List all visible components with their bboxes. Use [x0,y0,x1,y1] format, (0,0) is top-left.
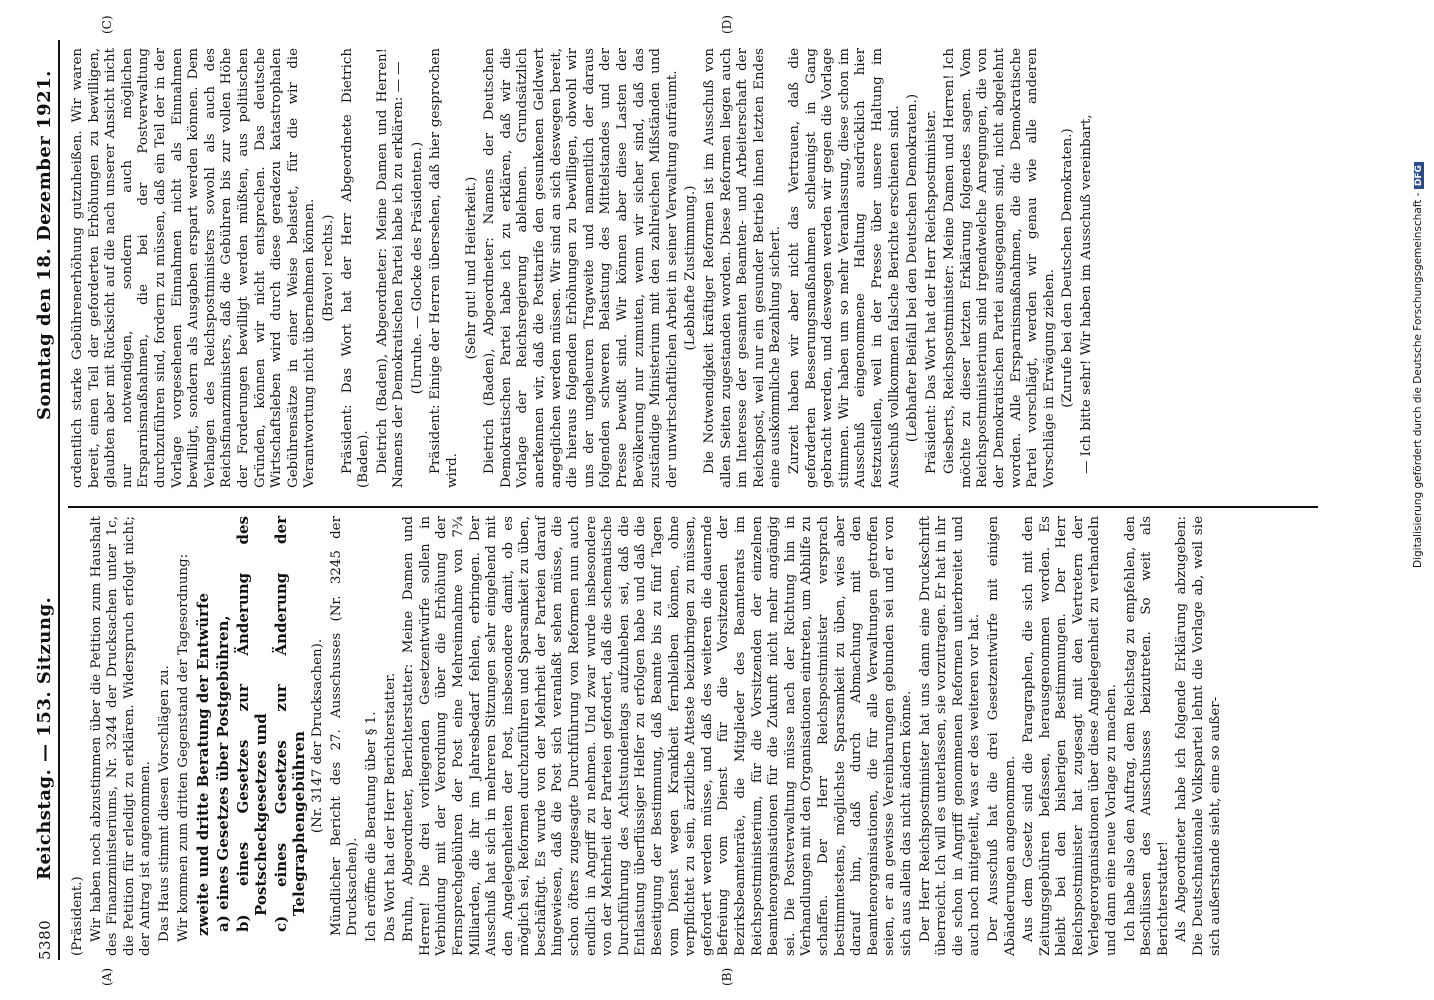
agenda-report: Mündlicher Bericht des 27. Ausschusses (Nr. 3245 der Drucksachen). [328,516,361,936]
speaker-label: (Präsident.) [70,876,85,956]
header-rule [58,40,60,960]
session-title: Reichstag. — 153. Sitzung. [34,596,55,880]
speech-paragraph: Als Abgeordneter habe ich folgende Erklärung abzugeben: Die Deutschnationale Volkspartei lehnt die Vorlage ab, weil sie sich außerstande sieht, eine so außer- [1174,516,1223,956]
session-date: Sonntag den 18. Dezember 1921. [34,70,55,420]
interjection: (Zurufe bei den Deutschen Demokraten.) [1060,128,1076,408]
speech-paragraph: Die Notwendigkeit kräftiger Reformen ist im Ausschuß von allen Seiten zugestanden worden. Diese Reformen liegen auch im Interesse der gesamten Beamten- und Arbeiterschaft der Reichspost, weil nur ein gesunder Betrieb ihnen letzten Endes eine auskömmliche Bezahlung sichert. [701,48,784,488]
agenda-item-a: a) eines Gesetzes über Postgebühren, [214,615,233,932]
interjection: (Bravo! rechts.) [320,214,336,322]
speech-paragraph: Der Herr Reichspostminister hat uns dann eine Druckschrift überreicht. Ich will es unterlassen, sie vorzutragen. Er hat in ihr die schon in Angriff genommenen Reformen unterbreitet und auch noch mitgeteilt, was er des weiteren vor hat. [917,516,983,956]
speech-paragraph: Dietrich (Baden), Abgeordneter: Namens der Deutschen Demokratischen Partei habe ich zu erklären, daß wir die Vorlage der Reichsregierung ablehnen. Grundsätzlich anerkennen wir, daß die Posttarife den gesunkenen Geldwert angeglichen werden müssen. Wir sind an sich deswegen bereit, die hieraus folgenden Erhöhungen zu bewilligen, obwohl wir uns der ungeheuren Tragweite und namentlich der daraus folgenden schweren Belastung des Mittelstandes und der Presse bewußt sind. Wir können aber diese Lasten der Bevölkerung nur zumuten, wenn wir sicher sind, daß das zuständige Ministerium mit den zahlreichen Mißständen und der unwirtschaftlichen Arbeit in seiner Verwaltung aufräumt. [482,48,680,488]
speech-paragraph: Präsident: Das Wort hat der Herr Reichspostminister. [923,109,939,474]
credit-text: Digitalisierung gefördert durch die Deutsche Forschungsgemeinschaft - [1412,192,1424,568]
interjection: (Unruhe. — Glocke des Präsidenten.) [409,141,425,395]
speech-paragraph: — Ich bitte sehr! Wir haben im Ausschuß vereinbart, [1079,114,1095,474]
agenda-heading: zweite und dritte Beratung der Entwürfe [194,592,213,936]
speech-paragraph: Dietrich (Baden), Abgeordneter: Meine Damen und Herren! Namens der Demokratischen Partei habe ich zu erklären: — — [374,48,407,488]
interjection: (Sehr gut! und Heiterkeit.) [463,176,479,360]
paragraph: Ich eröffne die Beratung über § 1. [363,711,379,942]
speech-paragraph: ordentlich starke Gebührenerhöhung gutzuheißen. Wir waren bereit, einen Teil der geforderten Erhöhungen zu bewilligen, glaubten aber mit Rücksicht auf die nach unserer Ansicht nicht nur notwendigen, sondern auch möglichen Ersparnismaßnahmen, die bei der Postverwaltung durchzuführen sind, fordern zu müssen, daß ein Teil der in der Vorlage vorgesehenen Einnahmen nicht als Einnahmen bewilligt, sondern als Ausgaben erspart werden können. Dem Verlangen des Reichspostministers sowohl als auch des Reichsfinanzministers, daß die Gebühren bis zur vollen Höhe der Forderungen bewilligt werden müßten, aus politischen Gründen, können wir nicht entsprechen. Das deutsche Wirtschaftsleben wird durch diese geradezu katastrophalen Gebührensätze in einer Weise belastet, für die wir die Verantwortung nicht übernehmen können. [70,48,318,488]
right-column [70,48,1098,488]
paragraph: Wir kommen zum dritten Gegenstand der Tagesordnung: [175,553,191,942]
margin-mark-c: (C) [100,15,114,34]
agenda-ref: (Nr. 3147 der Drucksachen). [310,638,326,834]
speech-paragraph: Präsident: Das Wort hat der Herr Abgeordnete Dietrich (Baden). [339,48,372,488]
digitization-credit [1412,8,1434,568]
paragraph: Das Haus stimmt diesen Vorschlägen zu. [156,665,172,942]
speech-paragraph: Giesberts, Reichspostminister: Meine Damen und Herren! Ich möchte zu dieser letzten Erklärung folgendes sagen. Vom Reichspostministerium sind irgendwelche Anregungen, die von der Demokratischen Partei ausgegangen sind, nicht abgelehnt worden. Alle Ersparnismaßnahmen, die die Demokratische Partei vorschlägt, werden wir genau wie alle anderen Vorschläge in Erwägung ziehen. [942,48,1057,488]
margin-mark-a: (A) [100,967,114,986]
paragraph: Das Wort hat der Herr Berichterstatter. [382,672,398,942]
speech-paragraph: Aus dem Gesetz sind die Paragraphen, die sich mit den Zeitungsgebühren befassen, herausgenommen worden. Es bleibt bei den bisherigen Bestimmungen. Der Herr Reichspostminister hat zugesagt mit den Vertretern der Verlegerorganisationen über diese Angelegenheit zu verhandeln und dann eine neue Vorlage zu machen. [1021,516,1120,956]
speech-paragraph: Zurzeit haben wir aber nicht das Vertrauen, daß die geforderten Besserungsmaßnahmen schleunigst in Gang gebracht werden, und deswegen werden wir gegen die Vorlage stimmen. Wir haben um so mehr Veranlassung, diese schon im Ausschuß eingenommene Haltung ausdrücklich hier festzustellen, weil in der Presse über unsere Haltung im Ausschuß vollkommen falsche Berichte erschienen sind. [786,48,902,488]
agenda-item-c: c) eines Gesetzes zur Änderung der Telegraphengebühren [272,516,309,932]
speech-paragraph: Präsident: Einige der Herren übersehen, daß hier gesprochen wird. [428,48,461,488]
left-column [70,516,1226,956]
column-divider [68,506,1318,508]
margin-mark-d: (D) [720,15,734,34]
speech-paragraph: Der Ausschuß hat die drei Gesetzentwürfe mit einigen Abänderungen angenommen. [985,516,1018,956]
interjection: (Lebhafte Zustimmung.) [683,185,699,351]
margin-mark-b: (B) [720,967,734,986]
speech-paragraph: Ich habe also den Auftrag, dem Reichstag zu empfehlen, den Beschlüssen des Ausschusses beizutreten. So weit als Berichterstatter! [1122,516,1171,956]
speech-paragraph: Bruhn, Abgeordneter, Berichterstatter: Meine Damen und Herren! Die drei vorliegenden Gesetzentwürfe sollen in Verbindung mit der Verordnung über die Erhöhung der Fernsprechgebühren der Post eine Mehreinnahme von 7¾ Milliarden, die ihr im Jahresbedarf fehlen, erbringen. Der Ausschuß hat sich in mehreren Sitzungen sehr eingehend mit den Angelegenheiten der Post, insbesondere damit, ob es möglich sei, Reformen durchzuführen und Sparsamkeit zu üben, beschäftigt. Es wurde von der Mehrheit der Parteien darauf hingewiesen, daß die Post sich veranlaßt sehen müsse, die schon öfters zugesagte Durchführung von Reformen nun auch endlich in Angriff zu nehmen. Und zwar wurde insbesondere von der Mehrheit der Parteien gefordert, daß die schematische Durchführung des Achtstundentags aufzuheben sei, daß die Entlastung überflüssiger Helfer zu erfolgen habe und daß die Beseitigung der Bestimmung, daß Beamte bis zu fünf Tagen vom Dienst wegen Krankheit fernbleiben können, ohne verpflichtet zu sein, ärztliche Atteste beizubringen zu müssen, gefordert werden müsse, und daß des weiteren die dauernde Befreiung vom Dienst für die Vorsitzenden der Bezirksbeamtenräte, die Mitglieder des Beamtenrats im Reichspostministerium, für die Vorsitzenden der einzelnen Beamtenorganisationen für die Zukunft nicht mehr angängig sei. Die Postverwaltung müsse nach der Richtung hin in Verhandlungen mit den Organisationen eintreten, um Abhilfe zu schaffen. Der Herr Reichspostminister versprach bestimmtestens, möglichste Sparsamkeit zu üben, wies aber darauf hin, daß durch Abmachung mit den Beamtenorganisationen, die für alle Verwaltungen getroffen seien, er an gewisse Vereinbarungen gebunden sei und er von sich aus allein das nicht ändern könne. [401,516,914,956]
dfg-logo: DFG [1414,162,1424,189]
agenda-item-b: b) eines Gesetzes zur Änderung des Postscheckgesetzes und [234,516,271,932]
interjection: (Lebhafter Beifall bei den Deutschen Demokraten.) [905,93,921,443]
page-number: 5380 [36,919,54,960]
paragraph: Wir haben noch abzustimmen über die Petition zum Haushalt des Finanzministeriums, Nr. 3244 der Drucksachen unter 1c, die Petition für erledigt zu erklären. Widerspruch erfolgt nicht; der Antrag ist angenommen. [88,516,154,956]
